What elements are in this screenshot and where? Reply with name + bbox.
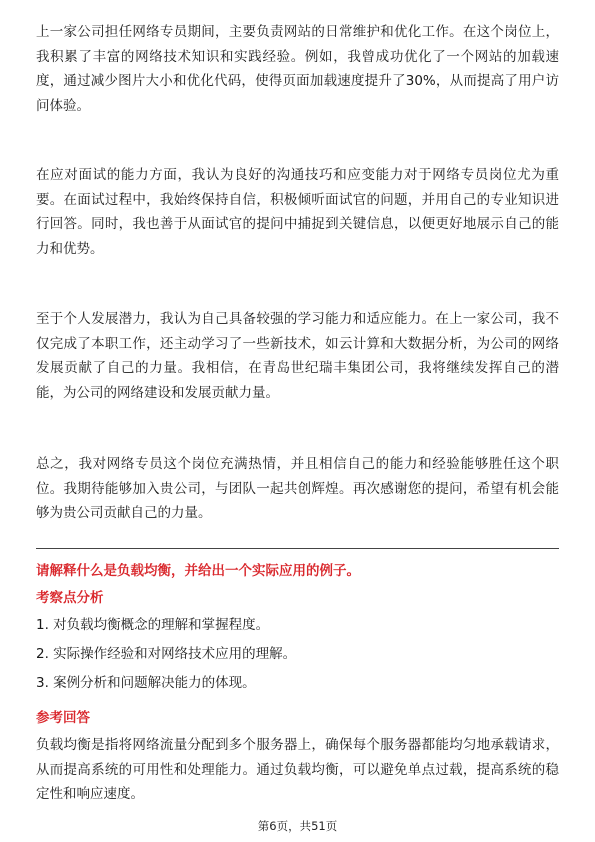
- section-divider: [36, 548, 559, 549]
- paragraph-interview-ability: 在应对面试的能力方面，我认为良好的沟通技巧和应变能力对于网络专员岗位尤为重要。在面试过程中，我始终保持自信，积极倾听面试官的问题，并用自己的专业知识进行回答。同时，我也善于从面试官的提问中捕捉到关键信息，以便更好地展示自己的能力和优势。: [36, 167, 559, 258]
- page-number: 第6页，共51页: [257, 819, 338, 833]
- question-heading: 请解释什么是负载均衡，并给出一个实际应用的例子。: [36, 563, 360, 579]
- paragraph-development-potential: 至于个人发展潜力，我认为自己具备较强的学习能力和适应能力。在上一家公司，我不仅完成了本职工作，还主动学习了一些新技术，如云计算和大数据分析，为公司的网络发展贡献了自己的力量。我相信，在青岛世纪瑞丰集团公司，我将继续发挥自己的潜能，为公司的网络建设和发展贡献力量。: [36, 311, 559, 402]
- answer-text: 负载均衡是指将网络流量分配到多个服务器上，确保每个服务器都能均匀地承载请求，从而提高系统的可用性和处理能力。通过负载均衡，可以避免单点过载，提高系统的稳定性和响应速度。: [36, 737, 559, 803]
- paragraph-conclusion: 总之，我对网络专员这个岗位充满热情，并且相信自己的能力和经验能够胜任这个职位。我期待能够加入贵公司，与团队一起共创辉煌。再次感谢您的提问，希望有机会能够为贵公司贡献自己的力量。: [36, 456, 559, 522]
- analysis-item: 2. 实际操作经验和对网络技术应用的理解。: [36, 646, 297, 662]
- answer-title: 参考回答: [36, 710, 90, 726]
- paragraph-experience: 上一家公司担任网络专员期间，主要负责网站的日常维护和优化工作。在这个岗位上，我积累了丰富的网络技术知识和实践经验。例如，我曾成功优化了一个网站的加载速度，通过减少图片大小和优化代码，使得页面加载速度提升了30%，从而提高了用户访问体验。: [36, 24, 559, 115]
- analysis-title: 考察点分析: [36, 590, 104, 606]
- analysis-item: 1. 对负载均衡概念的理解和掌握程度。: [36, 617, 270, 633]
- analysis-item: 3. 案例分析和问题解决能力的体现。: [36, 675, 256, 691]
